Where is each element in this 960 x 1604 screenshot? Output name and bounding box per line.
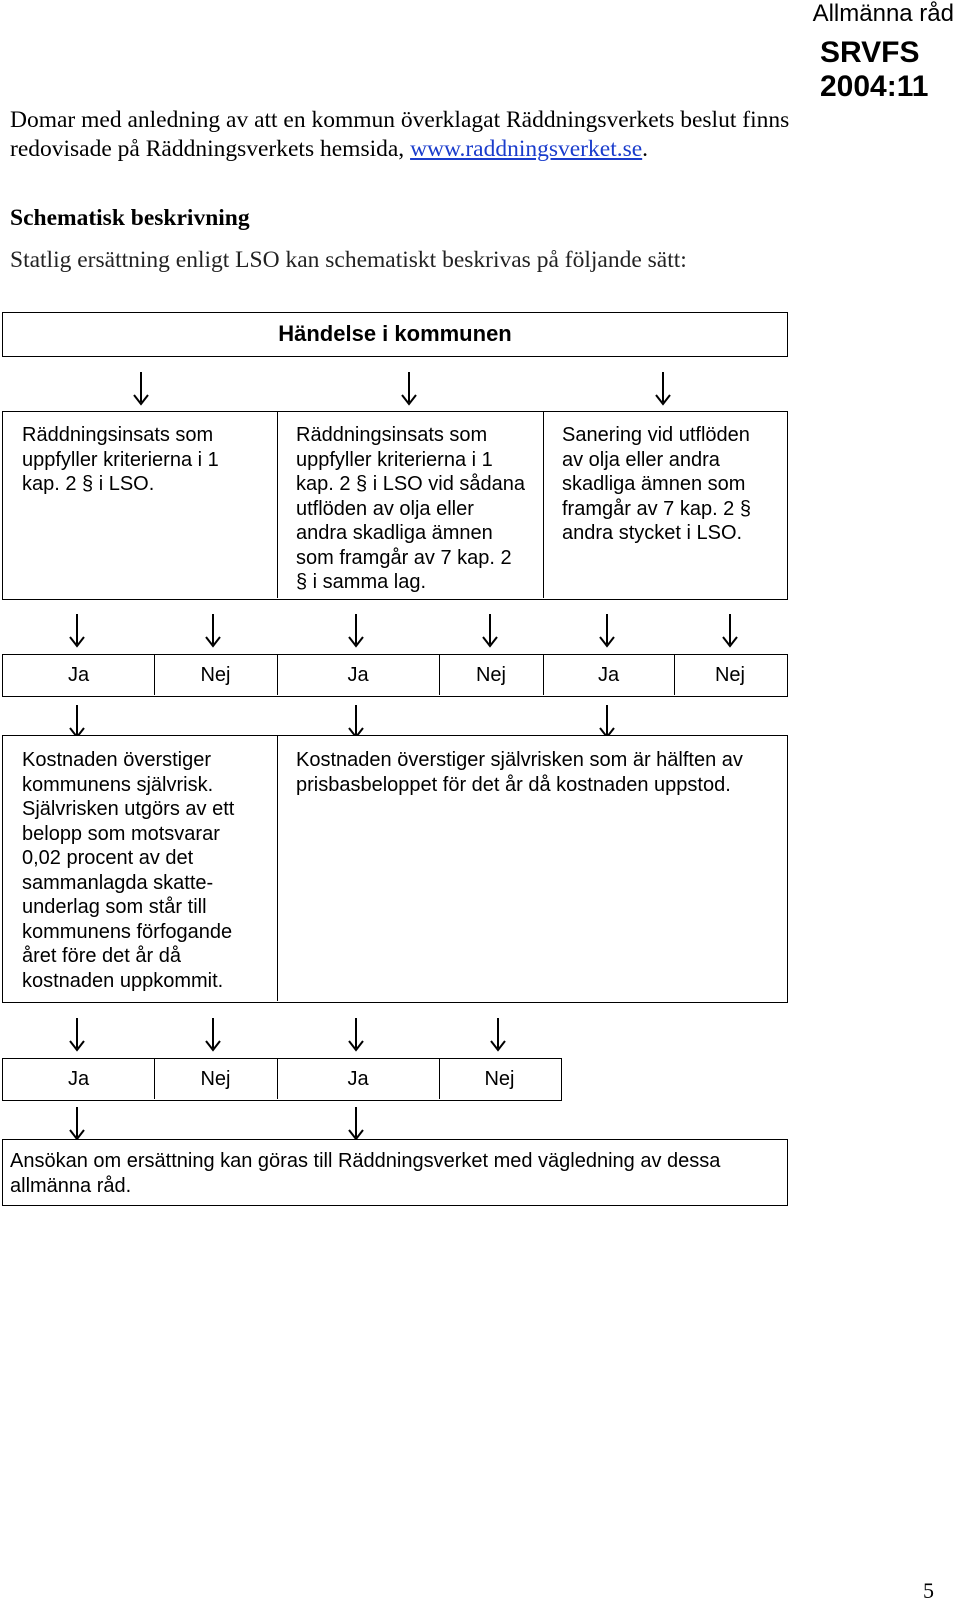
arrow-down-icon (65, 705, 89, 739)
event-box-label: Händelse i kommunen (278, 321, 512, 347)
arrow-down-icon (344, 1107, 368, 1141)
arrow-down-icon (478, 614, 502, 648)
answer-no: Nej (484, 1067, 515, 1090)
arrow-down-icon (65, 1018, 89, 1052)
intro-paragraph (10, 106, 790, 164)
arrow-down-icon (595, 705, 619, 739)
answer-no: Nej (200, 663, 231, 686)
arrow-down-icon (201, 614, 225, 648)
arrow-down-icon (129, 372, 153, 406)
arrow-down-icon (595, 614, 619, 648)
answer-no: Nej (200, 1067, 231, 1090)
arrow-down-icon (201, 1018, 225, 1052)
arrow-down-icon (397, 372, 421, 406)
cost-box (2, 735, 788, 1003)
intro-after: . (642, 136, 649, 162)
arrow-down-icon (344, 1018, 368, 1052)
arrow-down-icon (344, 705, 368, 739)
criteria-box (2, 411, 788, 600)
criteria-cell-2: Räddningsinsats som uppfyller kriterierna i 1 kap. 2 § i LSO vid sådana utflöden av olja eller andra skadliga ämnen som framgår av 7 kap. 2 § i samma lag. (296, 424, 526, 593)
arrow-down-icon (651, 372, 675, 406)
document-code (820, 36, 928, 104)
answer-yes: Ja (347, 663, 369, 686)
arrow-down-icon (718, 614, 742, 648)
document-code-line2: 2004:11 (820, 70, 929, 103)
answers-row-1 (2, 654, 788, 697)
event-box (2, 312, 788, 357)
answer-yes: Ja (67, 1067, 90, 1090)
answer-no: Nej (475, 663, 506, 686)
final-box (2, 1139, 788, 1206)
website-link[interactable]: www.raddningsverket.se (410, 136, 643, 162)
criteria-cell-3: Sanering vid utflöden av olja eller andra skadliga ämnen som framgår av 7 kap. 2 § andra stycket i LSO. (562, 424, 751, 544)
arrow-down-icon (65, 614, 89, 648)
answers-row-2 (2, 1058, 562, 1101)
answer-yes: Ja (597, 663, 620, 686)
document-type-label: Allmänna råd (812, 0, 954, 27)
page-number: 5 (923, 1578, 934, 1603)
answer-yes: Ja (67, 663, 90, 686)
arrow-down-icon (65, 1107, 89, 1141)
arrow-down-icon (486, 1018, 510, 1052)
final-text: Ansökan om ersättning kan göras till Räddningsverket med vägledning av dessa allmänna råd. (10, 1150, 721, 1197)
section-lead: Statlig ersättning enligt LSO kan schematiskt beskrivas på följande sätt: (10, 247, 687, 273)
intro-text: Domar med anledning av att en kommun överklagat Räddningsverkets beslut finns redovisade på Räddningsverkets hemsida, (10, 107, 790, 162)
document-code-line1: SRVFS (820, 36, 920, 69)
answer-yes: Ja (347, 1067, 369, 1090)
section-heading: Schematisk beskrivning (10, 205, 250, 231)
arrow-down-icon (344, 614, 368, 648)
cost-right-cell: Kostnaden överstiger självrisken som är hälften av prisbasbeloppet för det år då kostnaden uppstod. (296, 749, 743, 796)
cost-left-cell: Kostnaden överstiger kommunens självrisk. Självrisken utgörs av ett belopp som motsvarar 0,02 procent av det sammanlagda skatte-underlag som står till kommunens förfogande året före det år då kostnaden uppkommit. (22, 749, 235, 992)
criteria-cell-1: Räddningsinsats som uppfyller kriterierna i 1 kap. 2 § i LSO. (22, 424, 219, 495)
answer-no: Nej (714, 663, 745, 686)
